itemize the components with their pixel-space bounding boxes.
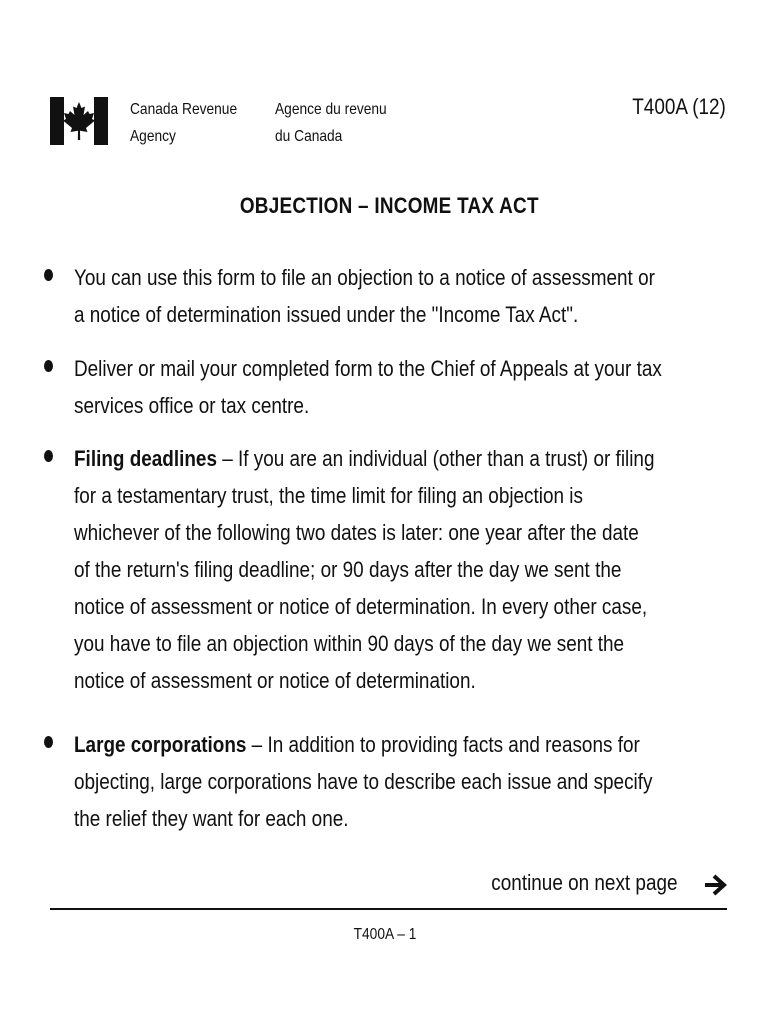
list-item-text	[74, 726, 728, 837]
text-line	[74, 726, 728, 763]
text-line: services office or tax centre.	[74, 393, 310, 418]
agency-en-line-2: Agency	[130, 128, 176, 145]
list-item-text	[74, 259, 728, 333]
bullet-icon	[44, 450, 53, 462]
text-line: for a testamentary trust, the time limit for filing an objection is	[74, 483, 583, 508]
agency-name-french	[275, 96, 387, 150]
text-line: whichever of the following two dates is later: one year after the date	[74, 520, 639, 545]
bullet-icon	[44, 269, 53, 281]
text-line: Deliver or mail your completed form to the Chief of Appeals at your tax	[74, 356, 662, 381]
list-item-text	[74, 440, 728, 699]
text-line: You can use this form to file an objection to a notice of assessment or	[74, 265, 655, 290]
text-line: of the return's filing deadline; or 90 days after the day we sent the	[74, 557, 622, 582]
text-fragment: – In addition to providing facts and reasons for	[246, 732, 640, 757]
large-corporations-heading: Large corporations	[74, 732, 247, 757]
continue-next-page-link[interactable]: continue on next page	[491, 870, 678, 895]
filing-deadlines-heading: Filing deadlines	[74, 446, 217, 471]
text-line: you have to file an objection within 90 days of the day we sent the	[74, 631, 625, 656]
canada-flag-icon	[50, 97, 108, 145]
footer-divider	[50, 908, 727, 910]
text-line: notice of assessment or notice of determination.	[74, 668, 476, 693]
agency-fr-line-2: du Canada	[275, 128, 343, 145]
text-line: the relief they want for each one.	[74, 806, 349, 831]
text-fragment: – If you are an individual (other than a trust) or filing	[216, 446, 655, 471]
text-line: objecting, large corporations have to describe each issue and specify	[74, 769, 653, 794]
list-item-text	[74, 350, 728, 424]
text-line	[74, 440, 728, 477]
form-identifier: T400A (12)	[632, 94, 726, 119]
agency-name-english	[130, 96, 237, 150]
agency-en-line-1: Canada Revenue	[130, 101, 238, 118]
text-line: notice of assessment or notice of determination. In every other case,	[74, 594, 648, 619]
page-title: OBJECTION – INCOME TAX ACT	[239, 193, 539, 218]
page-number: T400A – 1	[353, 926, 417, 943]
arrow-right-icon[interactable]	[702, 873, 728, 897]
bullet-icon	[44, 360, 53, 372]
bullet-icon	[44, 736, 53, 748]
text-line: a notice of determination issued under the "Income Tax Act".	[74, 302, 579, 327]
agency-fr-line-1: Agence du revenu	[275, 101, 387, 118]
